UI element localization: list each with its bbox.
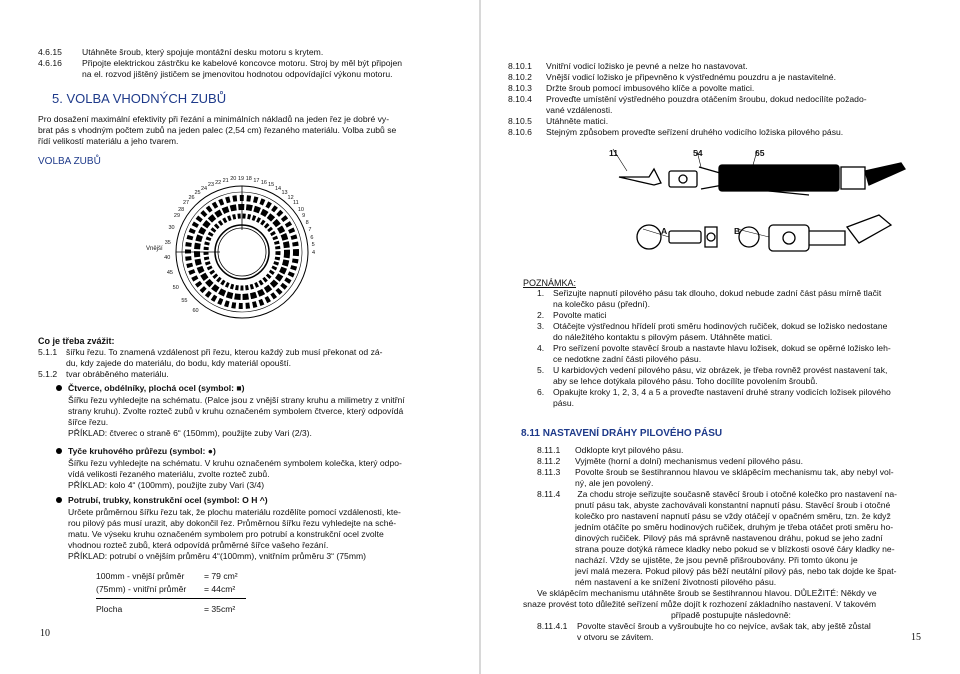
wheel-number: 14 bbox=[275, 185, 282, 192]
wheel-number: 13 bbox=[281, 190, 288, 197]
r-top-item-5: 8.10.5 Utáhněte matici. bbox=[508, 116, 609, 126]
r-top-item-6: 8.10.6 Stejným způsobem proveďte seřízení druhého vodicího ložiska pilového pásu. bbox=[508, 127, 844, 137]
bullet-1-line-4: PŘÍKLAD: čtverec o straně 6“ (150mm), použijte zuby Vari (2/3). bbox=[68, 428, 312, 438]
right-page bbox=[481, 0, 960, 674]
wheel-number: 30 bbox=[168, 224, 175, 231]
wheel-number: 29 bbox=[173, 213, 181, 219]
wheel-number: 4 bbox=[312, 250, 316, 256]
s-item-3-cont: ný, ale jen povolený. bbox=[575, 478, 654, 488]
figure-label-a: A bbox=[661, 226, 668, 236]
bullet-dot bbox=[56, 448, 62, 454]
s-item-4-l5: dinových ručiček. Pilový pás má správně nastavenou dráhu, pokud se jeho zadní bbox=[575, 533, 883, 543]
bullet-1-line-1: Šířku řezu vyhledejte na schématu. (Palce jsou z vnější strany kruhu a milimetry z vnitřní bbox=[68, 395, 405, 405]
intro-line-1: Pro dosažení maximální efektivity při řezání a minimálních nákladů na jeden řez je dobré vy- bbox=[38, 114, 390, 124]
bullet-2-line-1: Šířku řezu vyhledejte na schématu. V kruhu označeném symbolem kolečka, který odpo- bbox=[68, 458, 402, 468]
s-item-1: 8.11.1 Odklopte kryt pilového pásu. bbox=[537, 445, 684, 455]
wheel-number: 8 bbox=[305, 219, 309, 226]
chart-heading: VOLBA ZUBŮ bbox=[38, 156, 101, 167]
after-line-1: Ve sklápěcím mechanismu utáhněte šroub se šestihrannou hlavou. DŮLEŽITÉ: Někdy ve bbox=[537, 588, 877, 598]
note-title: POZNÁMKA: bbox=[523, 278, 577, 288]
wheel-number: 18 bbox=[245, 176, 252, 183]
wheel-number: 60 bbox=[192, 308, 199, 315]
s-item-4-l6: strana pouze dotýká rámece kladky nebo pokud se v blízkosti osové čáry kladky ne- bbox=[575, 544, 895, 554]
bullet-2-line-3: PŘÍKLAD: kolo 4“ (100mm), použijte zuby Vari (3/4) bbox=[68, 480, 265, 490]
calc-label-3: Plocha bbox=[96, 604, 123, 614]
intro-line-3: řídí velikostí materiálu a jeho tvarem. bbox=[38, 136, 179, 146]
calc-value-2: = 44cm² bbox=[204, 584, 236, 594]
bullet-1-line-2: strany kruhu). Zvolte rozteč zubů v kruhu označeném symbolem čtverce, který odpovídá bbox=[68, 406, 404, 416]
wheel-number: 15 bbox=[268, 182, 275, 189]
bullet-dot bbox=[56, 497, 62, 503]
r-top-item-4: 8.10.4 Proveďte umístění výstředného pouzdra otáčením šroubu, dokud nedocílíte požado- bbox=[508, 94, 867, 104]
bullet-1-line-3: šířce řezu. bbox=[68, 417, 109, 427]
figure-label-b: B bbox=[734, 226, 741, 236]
note-5-cont: aby se lehce dotýkala pilového pásu. Toho docílíte povolením šroubů. bbox=[553, 376, 818, 386]
r-top-item-2: 8.10.2 Vnější vodicí ložisko je připevněno k výstřednému pouzdru a je nastavitelné. bbox=[508, 72, 836, 82]
figure-label-11: 11 bbox=[609, 148, 619, 158]
wheel-number: 27 bbox=[183, 200, 190, 207]
bullet-3-line-1: Určete průměrnou šířku řezu tak, že plochu materiálu rozdělíte pomocí vzdálenosti, kte- bbox=[68, 507, 401, 517]
wheel-number: 40 bbox=[164, 255, 171, 262]
bullet-3-title: Potrubí, trubky, konstrukční ocel (symbol: O H ^) bbox=[68, 495, 268, 505]
wheel-number: 10 bbox=[297, 206, 304, 213]
section-8-11-title: 8.11 NASTAVENÍ DRÁHY PILOVÉHO PÁSU bbox=[521, 428, 723, 439]
s-item-2: 8.11.2 Vyjměte (horní a dolní) mechanismus vedení pilového pásu. bbox=[537, 456, 804, 466]
final-item-cont: v otvoru se závitem. bbox=[577, 632, 654, 642]
wheel-number: 12 bbox=[287, 195, 294, 201]
wheel-number: 7 bbox=[308, 227, 312, 234]
calc-value-1: = 79 cm² bbox=[204, 571, 238, 581]
wheel-number: 17 bbox=[253, 177, 260, 184]
wheel-number: 9 bbox=[302, 213, 306, 219]
wheel-number: 20 bbox=[230, 176, 237, 183]
bullet-dot bbox=[56, 385, 62, 391]
s-item-3: 8.11.3 Povolte šroub se šestihrannou hlavou ve sklápěcím mechanismu tak, aby nebyl vol- bbox=[537, 467, 894, 477]
figure-label-65: 65 bbox=[755, 148, 765, 158]
wheel-side-label: Vnější bbox=[146, 246, 163, 252]
note-1-cont: na kolečko pásu (přední). bbox=[553, 299, 650, 309]
calc-label-1: 100mm - vnější průměr bbox=[96, 571, 185, 581]
page-number: 15 bbox=[911, 632, 921, 643]
bullet-3-line-3: matu. Ve výseku kruhu označeném symbolem pro potrubí a konstrukční ocel zvolte bbox=[68, 529, 384, 539]
bullet-3-line-5: PŘÍKLAD: potrubí o vnějším průměru 4“(100mm), vnitřním průměru 3“ (75mm) bbox=[68, 551, 367, 561]
note-3: 3. Otáčejte výstřednou hřídelí proti směru hodinových ručiček, dokud se ložisko nedostane bbox=[537, 321, 888, 331]
wheel-number: 21 bbox=[222, 177, 229, 184]
bullet-2-title: Tyče kruhového průřezu (symbol: ●) bbox=[68, 446, 216, 456]
note-6-cont: pásu. bbox=[553, 398, 575, 408]
r-top-item-4-cont: vané vzdálenosti. bbox=[546, 105, 613, 115]
wheel-number: 22 bbox=[215, 179, 222, 186]
wheel-number: 50 bbox=[172, 284, 179, 291]
wheel-number: 24 bbox=[201, 185, 208, 192]
wheel-number: 35 bbox=[164, 239, 171, 246]
need-1: 5.1.1 šířku řezu. To znamená vzdálenost při řezu, kterou každý zub musí překonat od zá- bbox=[38, 347, 383, 357]
calc-label-2: (75mm) - vnitřní průměr bbox=[96, 584, 187, 594]
r-top-item-3: 8.10.3 Držte šroub pomocí imbusového klíče a povolte matici. bbox=[508, 83, 755, 93]
top-item-2: 4.6.16 Připojte elektrickou zástrčku ke kabelové koncovce motoru. Stroj by měl být připojen bbox=[38, 58, 403, 68]
wheel-number: 25 bbox=[194, 190, 201, 197]
s-item-4-l3: kolečko pro nastavení napnutí pásu se vždy otáčejí v opačném směru, tzn. že když bbox=[575, 511, 891, 521]
wheel-number: 19 bbox=[238, 176, 245, 182]
note-2: 2. Povolte matici bbox=[537, 310, 607, 320]
s-item-4-l2: pnutí pásu tak, abyste zachovávali konstantní napnutí pásu. Stavěcí šroub i otočné bbox=[575, 500, 891, 510]
s-item-4-l8: jeví malá mezera. Pokud pilový pás běží neutální pilový pás, nebo tak dojde ke špat- bbox=[575, 566, 897, 576]
section-title: 5. VOLBA VHODNÝCH ZUBŮ bbox=[52, 91, 227, 106]
top-item-1: 4.6.15 Utáhněte šroub, který spojuje montážní desku motoru s krytem. bbox=[38, 47, 324, 57]
page-number: 10 bbox=[40, 628, 50, 639]
note-4-cont: ce nedotkne zadní části pilového pásu. bbox=[553, 354, 702, 364]
final-item: 8.11.4.1 Povolte stavěcí šroub a vyšroubujte ho co nejvíce, avšak tak, aby ještě zůstal bbox=[537, 621, 871, 631]
left-page bbox=[0, 0, 479, 674]
bullet-1-title: Čtverce, obdélníky, plochá ocel (symbol: ■) bbox=[68, 383, 245, 393]
s-item-4: 8.11.4 Za chodu stroje seřizujte současně stavěcí šroub i otočné kolečko pro nastavení na- bbox=[537, 489, 897, 499]
wheel-number: 6 bbox=[310, 234, 314, 241]
after-line-2: snaze provést toto důležité seřízení může dojít k rozhození základního nastavení. V takovém bbox=[523, 599, 877, 609]
need-1-cont: du, kdy zajede do materiálu, do bodu, kdy materiál opouští. bbox=[66, 358, 292, 368]
wheel-number: 5 bbox=[311, 242, 315, 249]
wheel-number: 55 bbox=[181, 297, 188, 304]
note-3-cont: do náležitého kontaktu s pilovým pásem. Utáhněte matici. bbox=[553, 332, 773, 342]
s-item-4-l7: nachází. Vždy se ujistěte, že jsou pevně přišroubovány. Při tomto úkonu je bbox=[575, 555, 858, 565]
guide-assembly-figure bbox=[609, 145, 929, 270]
wheel-number: 28 bbox=[178, 206, 185, 213]
bullet-2-line-2: vídá velikosti řezaného materiálu, zvolte rozteč zubů. bbox=[68, 469, 270, 479]
note-1: 1. Seřizujte napnutí pilového pásu tak dlouho, dokud nebude zadní část pásu mírně tlačit bbox=[537, 288, 882, 298]
figure-label-54: 54 bbox=[693, 148, 703, 158]
needs-title: Co je třeba zvážit: bbox=[38, 336, 115, 346]
need-2: 5.1.2 tvar obráběného materiálu. bbox=[38, 369, 169, 379]
r-top-item-1: 8.10.1 Vnitřní vodicí ložisko je pevné a nelze ho nastavovat. bbox=[508, 61, 748, 71]
calc-value-3: = 35cm² bbox=[204, 604, 236, 614]
wheel-number: 16 bbox=[260, 179, 267, 186]
s-item-4-l4: jedním otáčíte po směru hodinových ručiček, druhým je třeba otáčet proti směru ho- bbox=[575, 522, 894, 532]
note-5: 5. U karbidových vedení pilového pásu, viz obrázek, je třeba rovněž provést nastavení tak, bbox=[537, 365, 888, 375]
top-item-2-cont: na el. rozvod jištěný jističem se jmenovitou hodnotou odpovídající výkonu motoru. bbox=[82, 69, 393, 79]
after-line-3: případě postupujte následovně: bbox=[671, 610, 791, 620]
wheel-number: 23 bbox=[207, 182, 215, 189]
note-6: 6. Opakujte kroky 1, 2, 3, 4 a 5 a proveďte nastavení druhé strany vodicích ložisek pilového bbox=[537, 387, 891, 397]
calc-divider bbox=[96, 598, 246, 599]
bullet-3-line-4: vhodnou rozteč zubů, která odpovídá průměrné šířce vašeho řezání. bbox=[68, 540, 329, 550]
tooth-selection-wheel bbox=[150, 170, 330, 330]
wheel-number: 11 bbox=[292, 200, 299, 207]
note-4: 4. Pro seřízení povolte stavěcí šroub a nastavte hlavu ložisek, dokud se opěrné ložisko leh- bbox=[537, 343, 891, 353]
bullet-3-line-2: rou pilový pás musí urazit, aby dokončil řez. Průměrnou šířku řezu vyhledejte na sché- bbox=[68, 518, 397, 528]
wheel-number: 45 bbox=[166, 270, 173, 277]
wheel-number: 26 bbox=[188, 195, 195, 201]
intro-line-2: brat pás s vhodným počtem zubů na jeden palec (2,54 cm) řezaného materiálu. Volba zubů se bbox=[38, 125, 397, 135]
s-item-4-l9: ném nastavení a ke snížení životnosti pilového pásu. bbox=[575, 577, 777, 587]
